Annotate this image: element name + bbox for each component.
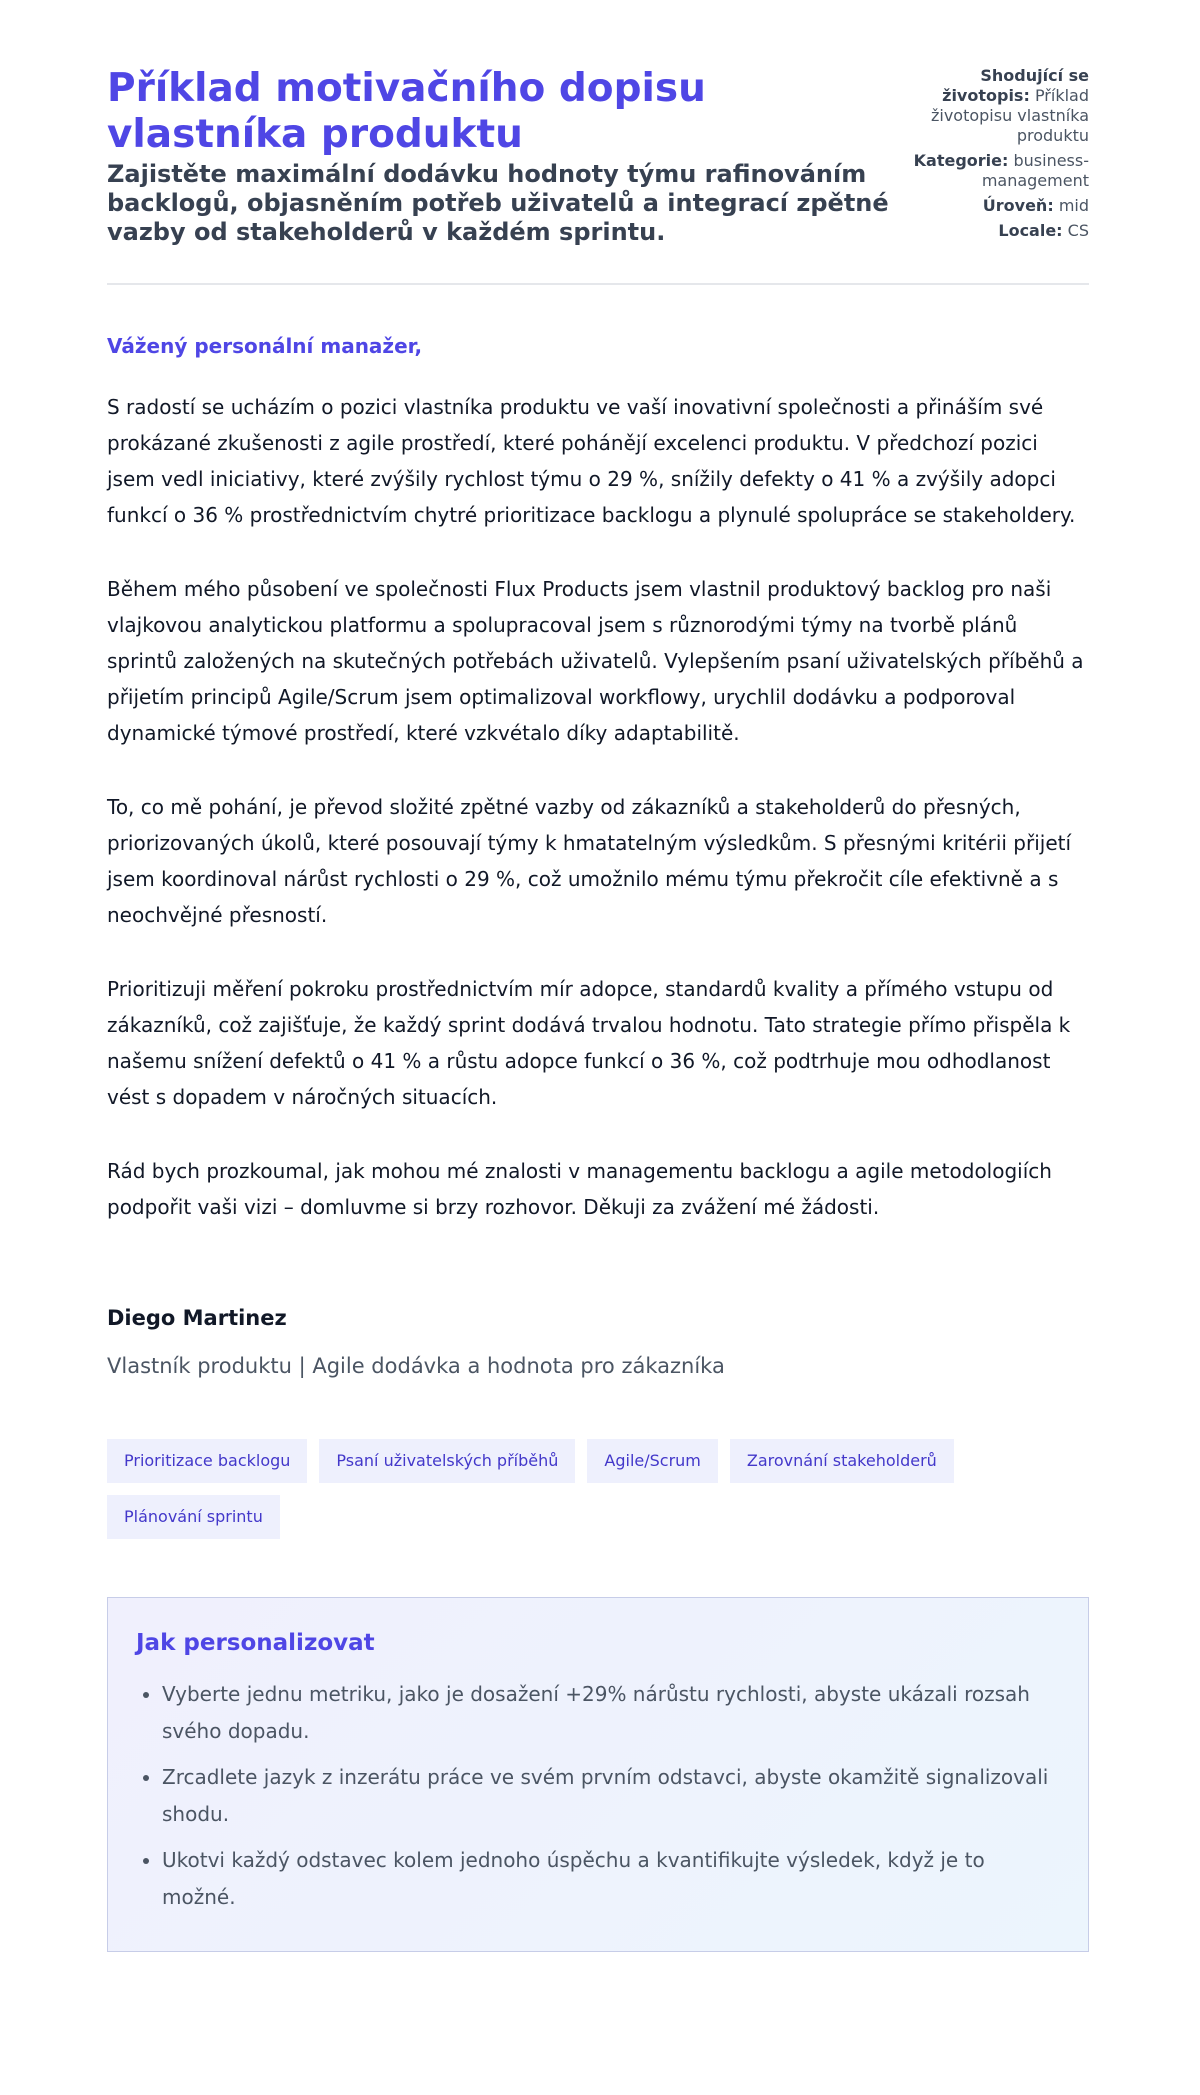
letter-greeting: Vážený personální manažer, — [107, 334, 423, 358]
meta-matching-resume — [901, 66, 1089, 146]
meta-panel — [901, 66, 1089, 246]
skill-tag: Zarovnání stakeholderů — [730, 1439, 954, 1483]
letter-body — [107, 389, 1089, 1225]
meta-level-label: Úroveň: — [982, 196, 1054, 215]
meta-level-value: mid — [1058, 196, 1089, 215]
meta-category-value: business-management — [981, 151, 1089, 190]
tip-item: • Vyberte jednu metriku, jako je dosažení +29% nárůstu rychlosti, abyste ukázali rozsah svého dopadu. — [162, 1676, 1060, 1750]
skill-tag: Plánování sprintu — [107, 1495, 280, 1539]
page-title: Příklad motivačního dopisu vlastníka produktu — [107, 66, 706, 157]
meta-category-label: Kategorie: — [913, 151, 1009, 170]
tips-title: Jak personalizovat — [136, 1630, 375, 1656]
skill-tag: Agile/Scrum — [587, 1439, 717, 1483]
header-divider — [107, 283, 1089, 285]
meta-locale-value: CS — [1067, 221, 1089, 240]
signature-block — [107, 1303, 1089, 1381]
page-subtitle: Zajistěte maximální dodávku hodnoty týmu rafinováním backlogů, objasněním potřeb uživatelů a integrací zpětné vazby od stakeholderů v každém sprintu. — [107, 160, 889, 246]
personalize-tips-box — [107, 1597, 1089, 1952]
meta-category — [901, 151, 1089, 191]
tip-item: • Zrcadlete jazyk z inzerátu práce ve svém prvním odstavci, abyste okamžitě signalizovali shodu. — [162, 1759, 1060, 1833]
letter-paragraph: S radostí se ucházím o pozici vlastníka produktu ve vaší inovativní společnosti a přináším své prokázané zkušenosti z agile prostředí, které pohánějí excelenci produktu. V předchozí pozici jsem vedl iniciativy, které zvýšily rychlost týmu o 29 %, snížily defekty o 41 % a zvýšily adopci funkcí o 36 % prostřednictvím chytré prioritizace backlogu a plynulé spolupráce se stakeholdery. — [107, 395, 1076, 527]
cover-letter-page — [107, 0, 1089, 1952]
meta-resume-value: Příklad životopisu vlastníka produktu — [930, 86, 1089, 145]
letter-paragraph: Rád bych prozkoumal, jak mohou mé znalosti v managementu backlogu a agile metodologiích podpořit vaši vizi – domluvme si brzy rozhovor. Děkuji za zvážení mé žádosti. — [107, 1159, 1052, 1219]
skill-tag: Psaní uživatelských příběhů — [319, 1439, 575, 1483]
signature-name: Diego Martinez — [107, 1306, 287, 1330]
meta-locale-label: Locale: — [998, 221, 1063, 240]
letter-paragraph: To, co mě pohání, je převod složité zpětné vazby od zákazníků a stakeholderů do přesných, priorizovaných úkolů, které posouvají týmy k hmatatelným výsledkům. S přesnými kritérii přijetí jsem koordinoval nárůst rychlosti o 29 %, což umožnilo mému týmu překročit cíle efektivně a s neochvějné přesností. — [107, 795, 1072, 927]
meta-level — [901, 196, 1089, 216]
letter-paragraph: Prioritizuji měření pokroku prostřednictvím mír adopce, standardů kvality a přímého vstupu od zákazníků, což zajišťuje, že každý sprint dodává trvalou hodnotu. Tato strategie přímo přispěla k našemu snížení defektů o 41 % a růstu adopce funkcí o 36 %, což podtrhuje mou odhodlanost vést s dopadem v náročných situacích. — [107, 977, 1071, 1109]
page-header — [107, 66, 1089, 247]
skill-tags — [107, 1439, 1089, 1539]
meta-locale — [901, 221, 1089, 241]
header-titles — [107, 66, 901, 247]
tip-item: • Ukotvi každý odstavec kolem jednoho úspěchu a kvantifikujte výsledek, když je to možné. — [162, 1842, 1060, 1916]
skill-tag: Prioritizace backlogu — [107, 1439, 307, 1483]
tips-list — [136, 1676, 1060, 1916]
letter-paragraph: Během mého působení ve společnosti Flux Products jsem vlastnil produktový backlog pro naši vlajkovou analytickou platformu a spolupracoval jsem s různorodými týmy na tvorbě plánů sprintů založených na skutečných potřebách uživatelů. Vylepšením psaní uživatelských příběhů a přijetím principů Agile/Scrum jsem optimalizoval workflowy, urychlil dodávku a podporoval dynamické týmové prostředí, které vzkvétalo díky adaptabilitě. — [107, 577, 1084, 745]
meta-resume-label: Shodující se životopis: — [942, 66, 1089, 105]
signature-role: Vlastník produktu | Agile dodávka a hodnota pro zákazníka — [107, 1354, 725, 1378]
